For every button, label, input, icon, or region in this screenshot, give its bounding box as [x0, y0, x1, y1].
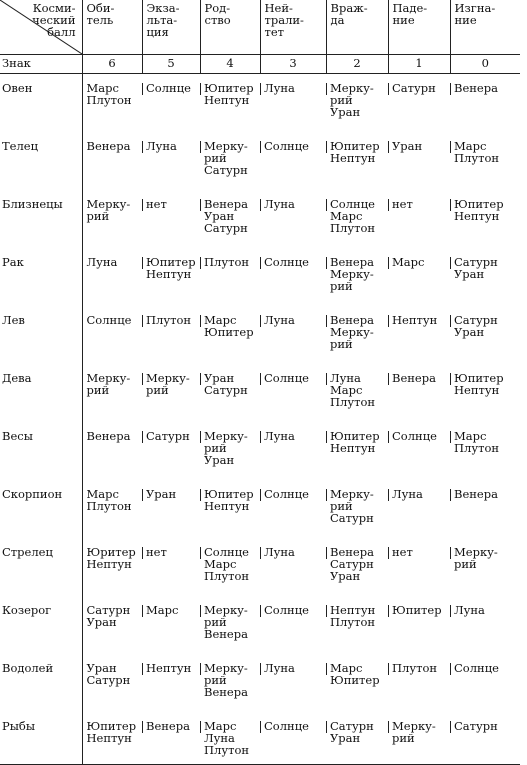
sign-name: Весы: [0, 422, 82, 480]
planet-cell: Солнце: [450, 654, 520, 712]
score-value: 5: [142, 55, 200, 74]
planet-cell: Луна: [260, 306, 326, 364]
planet-cell: Сатурн Уран: [450, 306, 520, 364]
planet-cell: Луна: [450, 596, 520, 654]
planet-cell: Венера: [450, 480, 520, 538]
planet-cell: Плутон: [388, 654, 450, 712]
planet-cell: Марс Плутон: [86, 487, 132, 513]
planet-cell: Мерку- рий Сатурн: [326, 480, 388, 538]
planet-cell: Юпитер: [388, 596, 450, 654]
sign-name: Рыбы: [0, 712, 82, 765]
planet-cell: Луна: [260, 538, 326, 596]
planet-cell: Сатурн Уран: [326, 712, 388, 765]
planet-cell: Юпитер Нептун: [326, 132, 388, 190]
planet-cell: Сатурн Уран: [86, 603, 131, 629]
planet-cell: Плутон: [142, 306, 200, 364]
planet-cell: Уран Сатурн: [200, 364, 260, 422]
planet-cell: Венера Сатурн Уран: [326, 538, 388, 596]
planet-cell: Солнце: [142, 74, 200, 133]
score-value: 6: [82, 55, 142, 74]
planet-cell: Юритер Нептун: [86, 545, 136, 571]
planet-cell: Венера: [388, 364, 450, 422]
planet-cell: Луна: [260, 422, 326, 480]
planet-cell: Мерку- рий: [450, 538, 520, 596]
planet-cell: Сатурн: [450, 712, 520, 765]
sign-name: Рак: [0, 248, 82, 306]
planet-cell: Сатурн: [142, 422, 200, 480]
table-row: [0, 712, 520, 765]
planet-cell: Юпитер Нептун: [450, 190, 520, 248]
planet-cell: Венера: [86, 429, 131, 443]
planet-cell: Солнце Марс Плутон: [200, 538, 260, 596]
planet-cell: Мерку- рий: [86, 197, 131, 223]
column-header: Род- ство: [200, 0, 260, 55]
planet-cell: Солнце: [86, 313, 132, 327]
score-value: 0: [450, 55, 520, 74]
corner-score-label: Косми- ческий балл: [32, 1, 76, 39]
table-row: [0, 306, 520, 364]
planet-cell: Юпитер Нептун: [450, 364, 520, 422]
planet-cell: Уран: [142, 480, 200, 538]
planet-cell: Солнце: [260, 596, 326, 654]
table-row: [0, 480, 520, 538]
sign-name: Стрелец: [0, 538, 82, 596]
header-row: [0, 0, 520, 55]
score-value: 3: [260, 55, 326, 74]
table-row: [0, 538, 520, 596]
table-row: [0, 364, 520, 422]
planet-cell: Нептун Плутон: [326, 596, 388, 654]
sign-name: Овен: [0, 74, 82, 133]
planet-cell: Мерку- рий: [388, 712, 450, 765]
column-header: Оби- тель: [82, 0, 142, 55]
table-row: [0, 422, 520, 480]
planet-cell: Юпитер Нептун: [142, 248, 200, 306]
planet-cell: Луна Марс Плутон: [326, 364, 388, 422]
planet-cell: Солнце Марс Плутон: [326, 190, 388, 248]
planet-cell: Солнце: [260, 132, 326, 190]
planet-cell: Мерку- рий Сатурн: [200, 132, 260, 190]
planet-cell: Луна: [142, 132, 200, 190]
planet-cell: Марс: [142, 596, 200, 654]
sign-name: Лев: [0, 306, 82, 364]
table-row: [0, 654, 520, 712]
planet-cell: Венера: [450, 74, 520, 133]
sign-name: Телец: [0, 132, 82, 190]
planet-cell: Мерку- рий Венера: [200, 596, 260, 654]
table-row: [0, 248, 520, 306]
planet-cell: Луна: [388, 480, 450, 538]
planet-cell: Венера Мерку- рий: [326, 306, 388, 364]
planet-cell: Венера: [86, 139, 131, 153]
planet-cell: Солнце: [260, 248, 326, 306]
planet-cell: Нептун: [142, 654, 200, 712]
score-value: 1: [388, 55, 450, 74]
planet-cell: Марс: [388, 248, 450, 306]
planet-cell: нет: [388, 190, 450, 248]
planet-cell: Плутон: [200, 248, 260, 306]
planet-cell: Марс Юпитер: [326, 654, 388, 712]
column-header: Экза- льта- ция: [142, 0, 200, 55]
planet-cell: Луна: [260, 654, 326, 712]
planet-cell: Солнце: [260, 712, 326, 765]
planet-cell: Уран Сатурн: [86, 661, 131, 687]
sign-column-label: Знак: [0, 55, 82, 74]
planet-cell: Мерку- рий: [142, 364, 200, 422]
planet-cell: Мерку- рий: [86, 371, 131, 397]
sign-name: Скорпион: [0, 480, 82, 538]
planet-cell: нет: [388, 538, 450, 596]
planet-cell: Венера: [142, 712, 200, 765]
table-row: [0, 190, 520, 248]
planet-cell: Марс Плутон: [86, 81, 132, 107]
score-row: [0, 55, 520, 74]
planet-cell: нет: [142, 190, 200, 248]
planet-cell: Солнце: [260, 480, 326, 538]
planet-cell: Юпитер Нептун: [326, 422, 388, 480]
table-row: [0, 132, 520, 190]
planet-cell: Нептун: [388, 306, 450, 364]
planet-cell: Юпитер Нептун: [200, 480, 260, 538]
planet-cell: Луна: [86, 255, 118, 269]
corner-cell: [0, 0, 82, 55]
column-header: Паде- ние: [388, 0, 450, 55]
planet-cell: Солнце: [388, 422, 450, 480]
score-value: 4: [200, 55, 260, 74]
planet-cell: Уран: [388, 132, 450, 190]
planet-cell: Луна: [260, 190, 326, 248]
planet-cell: Юпитер Нептун: [82, 712, 142, 765]
column-header: Враж- да: [326, 0, 388, 55]
sign-name: Близнецы: [0, 190, 82, 248]
planet-cell: Мерку- рий Венера: [200, 654, 260, 712]
planet-cell: Сатурн: [388, 74, 450, 133]
table-row: [0, 74, 520, 133]
planet-cell: нет: [142, 538, 200, 596]
sign-name: Дева: [0, 364, 82, 422]
planet-cell: Юпитер Нептун: [200, 74, 260, 133]
planet-cell: Сатурн Уран: [450, 248, 520, 306]
planet-cell: Марс Плутон: [450, 132, 520, 190]
planet-cell: Мерку- рий Уран: [326, 74, 388, 133]
planet-cell: Венера Уран Сатурн: [200, 190, 260, 248]
table-row: [0, 596, 520, 654]
planet-cell: Мерку- рий Уран: [200, 422, 260, 480]
column-header: Изгна- ние: [450, 0, 520, 55]
sign-name: Козерог: [0, 596, 82, 654]
planet-cell: Солнце: [260, 364, 326, 422]
planet-cell: Марс Плутон: [450, 422, 520, 480]
planet-cell: Венера Мерку- рий: [326, 248, 388, 306]
planet-cell: Марс Юпитер: [200, 306, 260, 364]
planet-cell: Марс Луна Плутон: [200, 712, 260, 765]
score-value: 2: [326, 55, 388, 74]
sign-name: Водолей: [0, 654, 82, 712]
column-header: Ней- трали- тет: [260, 0, 326, 55]
planet-cell: Луна: [260, 74, 326, 133]
